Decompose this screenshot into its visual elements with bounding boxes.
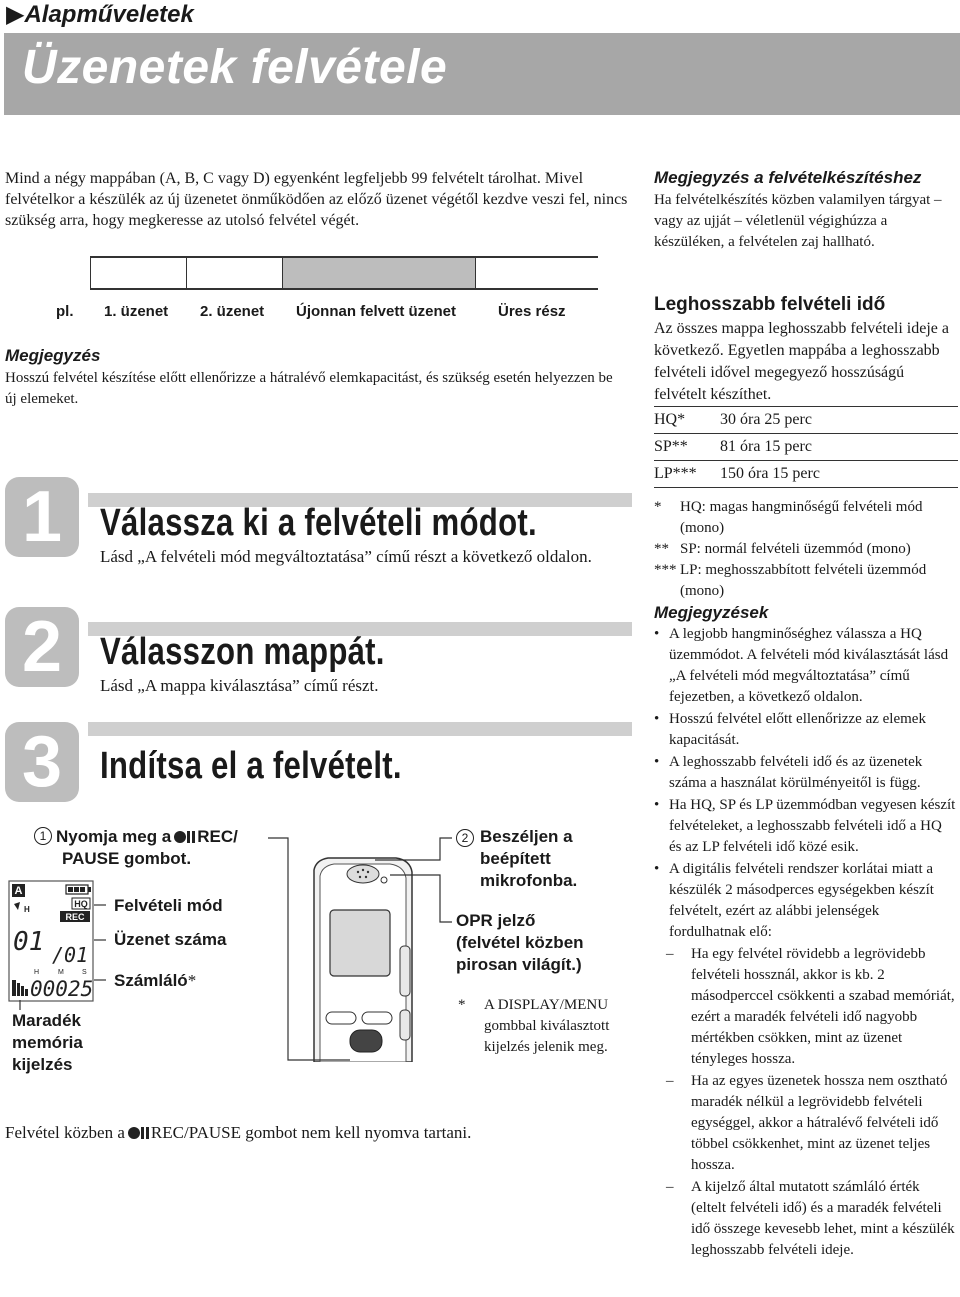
lcd-mode-h: H: [24, 905, 30, 914]
note-heading: Megjegyzés: [5, 346, 101, 365]
footnote: *** LP: meghosszabbított felvételi üzemmód (mono): [654, 562, 927, 599]
label-remaining-memory: Maradék memória kijelzés: [12, 1011, 83, 1074]
pause-icon: [141, 1127, 149, 1139]
svg-text:S: S: [82, 969, 87, 976]
lcd-message-number: /01: [52, 943, 89, 967]
table-row: HQ* 30 óra 25 perc: [654, 407, 958, 434]
circled-number: 1: [34, 827, 52, 845]
list-item: • A digitális felvételi rendszer korlátai miatt a készülék 2 másodperces egységekben készít felvételt, ezért az alábbi jelenségek fordulhatnak elő:: [654, 859, 958, 943]
svg-text:H: H: [34, 969, 40, 976]
step-number: 2: [5, 607, 79, 687]
sub-list-item: – Ha egy felvétel rövidebb a legrövidebb felvételi hossznál, akkor is kb. 2 másodperccel csökkenti a szabad memóriát, ezért a maradék felvételi idő nagyobb mértékben csökken, mint az üzenet tényleges hossza.: [654, 944, 958, 1070]
page-title: Üzenetek felvétele: [22, 41, 448, 94]
diagram-label: Újonnan felvett üzenet: [296, 303, 457, 320]
callout-opr: OPR jelző (felvétel közben pirosan világít.): [456, 911, 584, 974]
diagram-label: 2. üzenet: [200, 303, 265, 320]
callout-press-rec: 1 Nyomja meg a REC/ PAUSE gombot.: [34, 826, 284, 870]
step-heading: Indítsa el a felvételt.: [100, 745, 402, 787]
intro-paragraph: Mind a négy mappában (A, B, C vagy D) egyenként legfeljebb 99 felvételt tárolhat. Mivel felvételkor a készülék az új üzenetet önműködően az előző üzenet végétől kezdve veszi fel, nincs szükség arra, hogy megkeresse az utolsó felvétel végét.: [5, 170, 628, 229]
max-recording-text: Az összes mappa leghosszabb felvételi ideje a következő. Egyetlen mappába a leghosszabb felvételi idővel megegyező hosszúságú felvételt készíthet.: [654, 320, 949, 403]
list-item: • Ha HQ, SP és LP üzemmódban vegyesen készít felvételeket, a leghosszabb felvételi idő a HQ és az LP felvételi idő közé esik.: [654, 795, 958, 858]
step-description: Lásd „A mappa kiválasztása” című részt.: [100, 676, 379, 695]
step-heading: Válassza ki a felvételi módot.: [100, 502, 537, 544]
step-description: Lásd „A felvételi mód megváltoztatása” című részt a következő oldalon.: [100, 547, 592, 566]
footnote: ** SP: normál felvételi üzemmód (mono): [654, 541, 911, 557]
footnote: * HQ: magas hangminőségű felvételi mód (mono): [654, 499, 923, 536]
max-recording-heading: Leghosszabb felvételi idő: [654, 294, 886, 315]
step-number: 1: [5, 477, 79, 557]
section-label: ▶Alapműveletek: [6, 1, 194, 28]
recording-note-text: Ha felvételkészítés közben valamilyen tárgyat – vagy az ujját – véletlenül végighúzza a készüléken, a felvételen zaj hallható.: [654, 192, 942, 250]
max-time-table-wrap: [654, 406, 958, 488]
lcd-hq: HQ: [74, 899, 88, 909]
diagram-label: Üres rész: [498, 303, 566, 320]
table-row: SP** 81 óra 15 perc: [654, 434, 958, 461]
bottom-note: Felvétel közben a REC/PAUSE gombot nem kell nyomva tartani.: [5, 1123, 472, 1142]
lcd-folder-number: 01: [13, 927, 45, 957]
lcd-folder: A: [14, 885, 23, 897]
step-heading: Válasszon mappát.: [100, 631, 385, 673]
lcd-counter: 00025: [30, 977, 94, 1001]
max-time-table: [654, 407, 958, 488]
note-text: Hosszú felvétel készítése előtt ellenőrizze a hátralévő elemkapacitást, és szükség esetén helyezzen be új elemeket.: [5, 370, 613, 407]
diagram-label: 1. üzenet: [104, 303, 169, 320]
notes-heading: Megjegyzések: [654, 603, 769, 622]
record-icon: [128, 1127, 140, 1139]
sub-list-item: – Ha az egyes üzenetek hossza nem osztható maradék nélkül a legrövidebb felvételi egységgel, akkor a hátralévő felvételi idő többel csökkenhet, mint az üzenet teljes hossza.: [654, 1071, 958, 1176]
label-message-number: Üzenet száma: [114, 930, 227, 949]
list-item: • A leghosszabb felvételi idő és az üzenetek száma a használat körülményeitől is függ.: [654, 752, 958, 794]
svg-text:M: M: [58, 969, 64, 976]
sub-list-item: – A kijelző által mutatott számláló érték (eltelt felvételi idő) és a maradék felvételi idő összege kevesebb lehet, mint a készülék leghosszabb felvételi ideje.: [654, 1177, 958, 1261]
diagram-prefix: pl.: [56, 303, 74, 320]
recording-note-heading: Megjegyzés a felvételkészítéshez: [654, 168, 922, 187]
list-item: • A legjobb hangminőséghez válassza a HQ üzemmódot. A felvételi mód kiválasztását lásd „A felvételi mód megváltoztatása” című fejezetben, a következő oldalon.: [654, 624, 958, 708]
circled-number: 2: [456, 829, 474, 847]
table-footnotes: [654, 497, 958, 602]
step-number: 3: [5, 722, 79, 802]
label-recording-mode: Felvételi mód: [114, 896, 223, 915]
table-row: LP*** 150 óra 15 perc: [654, 461, 958, 488]
notes-list: [654, 624, 958, 1262]
illustration-footnote: * A DISPLAY/MENU gombbal kiválasztott kijelzés jelenik meg.: [458, 997, 610, 1055]
callout-speak: 2 Beszéljen a beépített mikrofonba.: [456, 826, 606, 892]
list-item: • Hosszú felvétel előtt ellenőrizze az elemek kapacitását.: [654, 709, 958, 751]
label-counter: Számláló*: [114, 971, 197, 990]
lcd-rec: REC: [65, 912, 85, 922]
